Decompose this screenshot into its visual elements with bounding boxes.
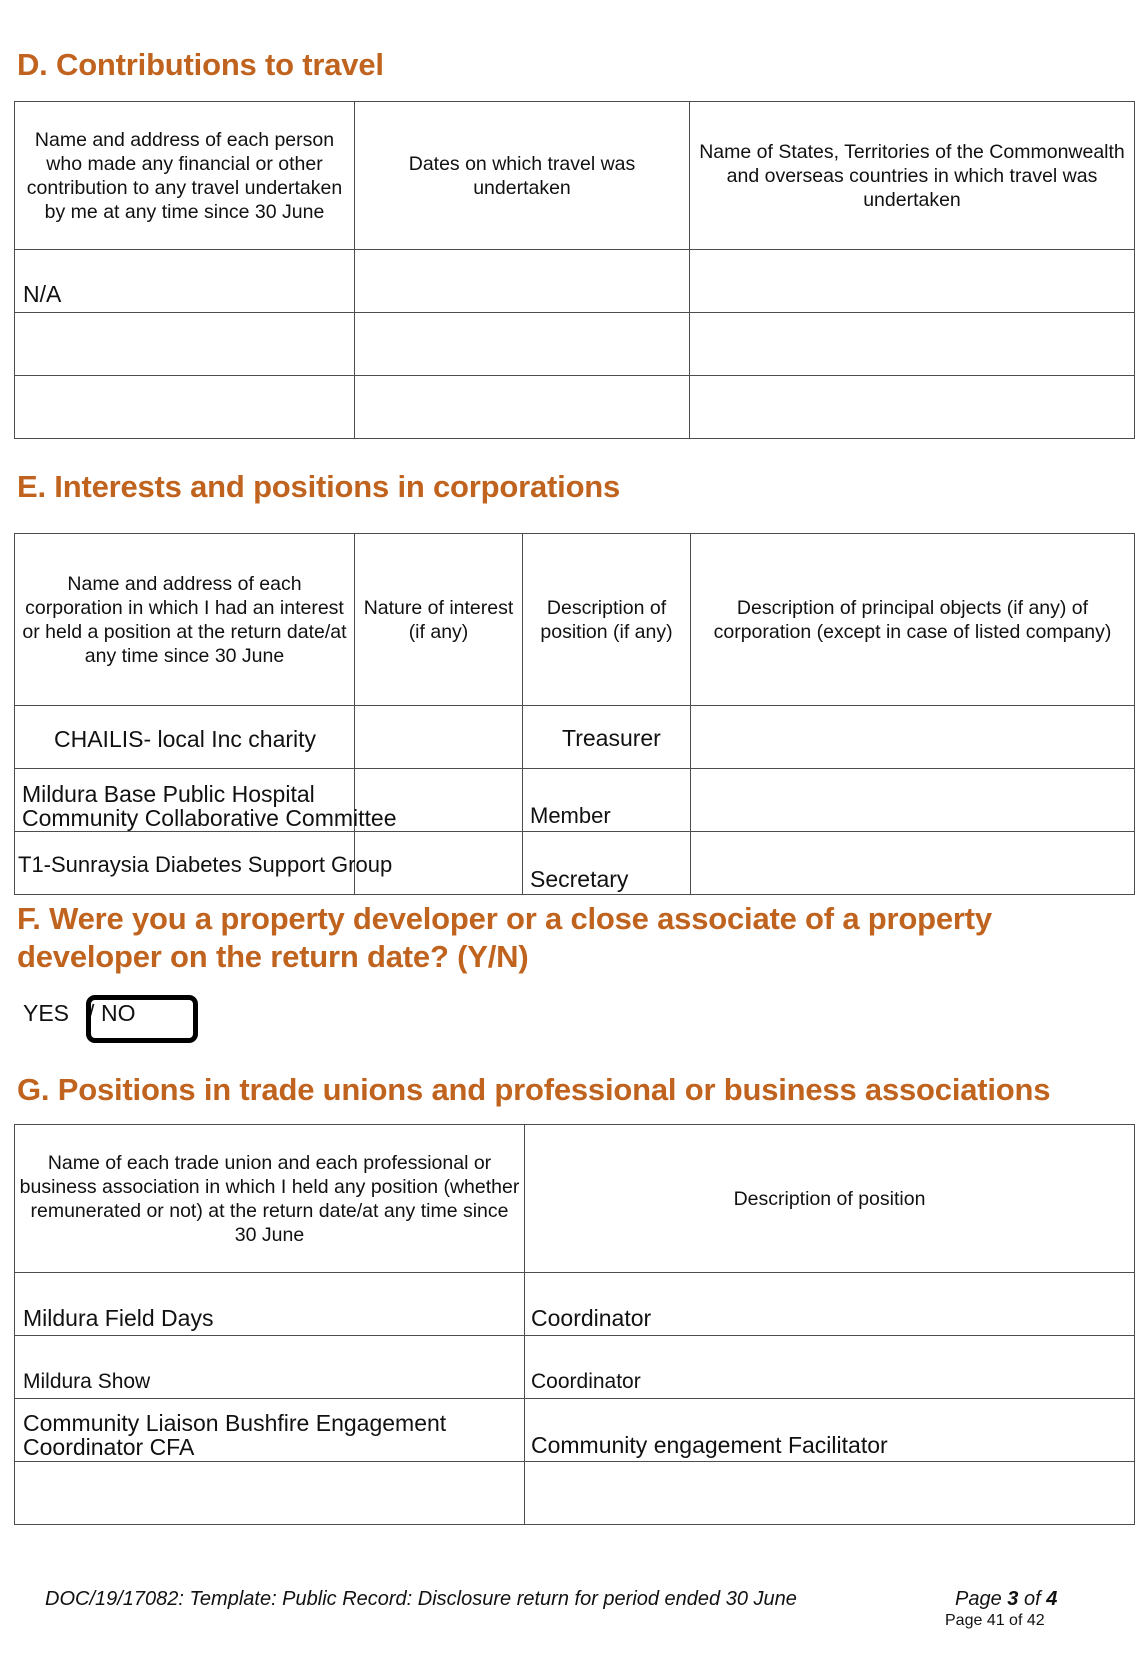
trade-unions-table <box>14 1124 1135 1525</box>
page-number: Page 3 of 4 <box>955 1588 1058 1610</box>
table-cell <box>355 250 690 313</box>
section-g-heading: G. Positions in trade unions and professional or business associations <box>17 1072 1051 1107</box>
table-cell <box>15 313 355 376</box>
no-option: NO <box>101 1000 136 1026</box>
column-header: Description of position (if any) <box>523 534 691 706</box>
travel-contributions-table <box>14 101 1135 439</box>
table-cell <box>690 313 1135 376</box>
table-header-row <box>15 1125 1135 1273</box>
column-header: Dates on which travel was undertaken <box>355 102 690 250</box>
table-cell <box>690 250 1135 313</box>
position-description: Community engagement Facilitator <box>525 1399 1135 1462</box>
position-description: Coordinator <box>525 1336 1135 1399</box>
table-header-row <box>15 534 1135 706</box>
table-cell <box>15 376 355 439</box>
section-e-heading: E. Interests and positions in corporations <box>17 469 621 504</box>
section-f-heading: F. Were you a property developer or a close associate of a property developer on the return date? (Y/N) <box>17 901 992 974</box>
yes-no-separator: / <box>88 1000 95 1026</box>
yes-option: YES <box>23 1000 70 1026</box>
position-description: Coordinator <box>525 1273 1135 1336</box>
table-cell <box>355 376 690 439</box>
corporation-name: CHAILIS- local Inc charity <box>54 726 317 752</box>
column-header: Name of States, Territories of the Commonwealth and overseas countries in which travel was undertaken <box>690 102 1135 250</box>
corporation-name: Mildura Base Public Hospital Community Collaborative Committee <box>22 781 397 831</box>
table-row <box>15 1462 1135 1525</box>
column-header: Name and address of each corporation in which I had an interest or held a position at the return date/at any time since 30 June <box>15 534 355 706</box>
column-header: Name of each trade union and each professional or business association in which I held any position (whether remunerated or not) at the return date/at any time since 30 June <box>15 1125 525 1273</box>
no-selection-circle <box>86 995 198 1043</box>
table-cell: N/A <box>15 250 355 313</box>
table-row <box>15 250 1135 313</box>
corporations-table <box>14 533 1135 895</box>
table-header-row <box>15 102 1135 250</box>
column-header: Description of principal objects (if any) of corporation (except in case of listed company) <box>691 534 1135 706</box>
column-header: Description of position <box>525 1125 1135 1273</box>
column-header: Name and address of each person who made any financial or other contribution to any travel undertaken by me at any time since 30 June <box>15 102 355 250</box>
table-cell <box>690 376 1135 439</box>
table-row <box>15 376 1135 439</box>
association-name: Community Liaison Bushfire Engagement Coordinator CFA <box>15 1399 525 1462</box>
position-description: Secretary <box>530 866 629 892</box>
table-row <box>15 1336 1135 1399</box>
association-name: Mildura Show <box>15 1336 525 1399</box>
position-description: Treasurer <box>562 725 661 751</box>
position-description <box>525 1462 1135 1525</box>
table-cell <box>355 313 690 376</box>
association-name <box>15 1462 525 1525</box>
corporation-name: T1-Sunraysia Diabetes Support Group <box>18 852 393 877</box>
table-row <box>15 1273 1135 1336</box>
section-d-heading: D. Contributions to travel <box>17 47 384 82</box>
column-header: Nature of interest (if any) <box>355 534 523 706</box>
total-page-number: Page 41 of 42 <box>945 1612 1045 1629</box>
position-description: Member <box>530 803 611 828</box>
table-row <box>15 1399 1135 1462</box>
document-reference: DOC/19/17082: Template: Public Record: Disclosure return for period ended 30 June <box>45 1588 797 1610</box>
association-name: Mildura Field Days <box>15 1273 525 1336</box>
table-row <box>15 313 1135 376</box>
